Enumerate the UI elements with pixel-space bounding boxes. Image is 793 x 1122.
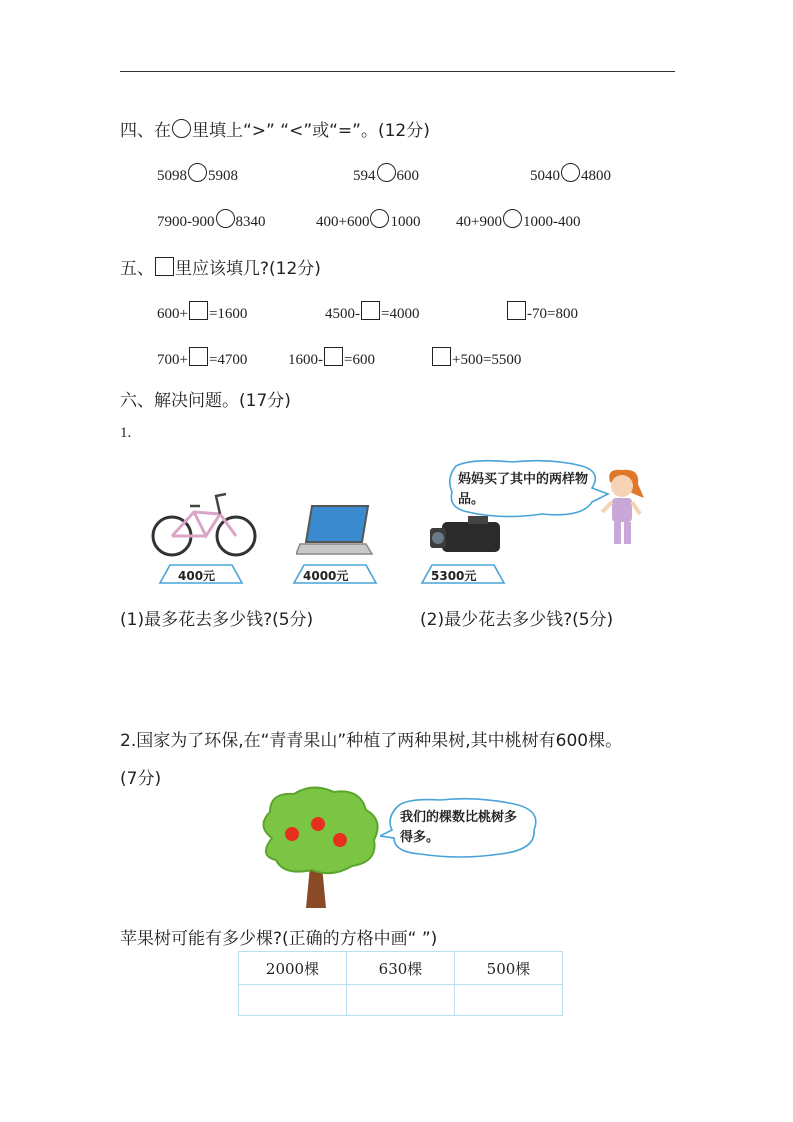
answer-circle[interactable] — [503, 209, 522, 228]
compare-item: 400+600 1000 — [316, 209, 420, 231]
fill-item: 1600- =600 — [288, 347, 375, 369]
compare-item: 40+900 1000-400 — [456, 209, 580, 231]
question-2-text: 2.国家为了环保,在“青青果山”种植了两种果树,其中桃树有600棵。 — [120, 731, 623, 751]
answer-box[interactable] — [324, 347, 343, 366]
question-2-score: (7分) — [120, 769, 162, 789]
answer-table — [238, 951, 563, 1016]
answer-box[interactable] — [432, 347, 451, 366]
answer-circle[interactable] — [377, 163, 396, 182]
fill-item: -70=800 — [506, 301, 578, 323]
square-icon — [155, 257, 174, 276]
section-4-title — [120, 116, 430, 141]
compare-item: 5098 5908 — [157, 163, 238, 185]
price-tag-bicycle: 400元 — [178, 569, 216, 583]
section-5-title-prefix: 五、 — [120, 259, 154, 279]
price-tag-camcorder: 5300元 — [431, 569, 477, 583]
section-4-title-rest: 里填上“>” “<”或“=”。(12分) — [192, 121, 430, 141]
circle-icon — [172, 119, 191, 138]
option-checkbox-cell[interactable] — [239, 985, 347, 1016]
fill-item: 600+ =1600 — [157, 301, 247, 323]
answer-box[interactable] — [189, 301, 208, 320]
compare-item: 7900-900 8340 — [157, 209, 266, 231]
answer-box[interactable] — [507, 301, 526, 320]
speech-bubble-2-text: 我们的棵数比桃树多得多。 — [400, 810, 518, 845]
answer-circle[interactable] — [561, 163, 580, 182]
answer-box[interactable] — [361, 301, 380, 320]
question-1-part-1: (1)最多花去多少钱?(5分) — [120, 610, 314, 630]
fill-item: 4500- =4000 — [325, 301, 419, 323]
section-6-title: 六、解决问题。(17分) — [120, 391, 291, 411]
laptop-image — [296, 502, 374, 556]
option-checkbox-cell[interactable] — [455, 985, 563, 1016]
question-2-prompt: 苹果树可能有多少棵?(正确的方格中画“ ”) — [120, 929, 438, 949]
compare-item: 594 600 — [353, 163, 419, 185]
top-rule — [120, 71, 675, 72]
girl-image — [600, 468, 646, 550]
fill-item: 700+ =4700 — [157, 347, 247, 369]
answer-circle[interactable] — [216, 209, 235, 228]
option-label: 500棵 — [455, 952, 563, 985]
bicycle-image — [150, 490, 258, 560]
option-checkbox-cell[interactable] — [347, 985, 455, 1016]
option-label: 2000棵 — [239, 952, 347, 985]
compare-item: 5040 4800 — [530, 163, 611, 185]
section-4-title-prefix: 四、在 — [120, 121, 171, 141]
price-tag-laptop: 4000元 — [303, 569, 349, 583]
option-label: 630棵 — [347, 952, 455, 985]
speech-bubble-1-text: 妈妈买了其中的两样物品。 — [458, 472, 589, 507]
question-1-number: 1. — [120, 425, 132, 441]
apple-tree-image — [252, 786, 384, 910]
section-5-title — [120, 254, 321, 279]
camcorder-image — [428, 514, 506, 558]
section-5-title-rest: 里应该填几?(12分) — [175, 259, 321, 279]
question-1-part-2: (2)最少花去多少钱?(5分) — [420, 610, 614, 630]
answer-circle[interactable] — [370, 209, 389, 228]
answer-box[interactable] — [189, 347, 208, 366]
fill-item: +500=5500 — [431, 347, 521, 369]
answer-circle[interactable] — [188, 163, 207, 182]
